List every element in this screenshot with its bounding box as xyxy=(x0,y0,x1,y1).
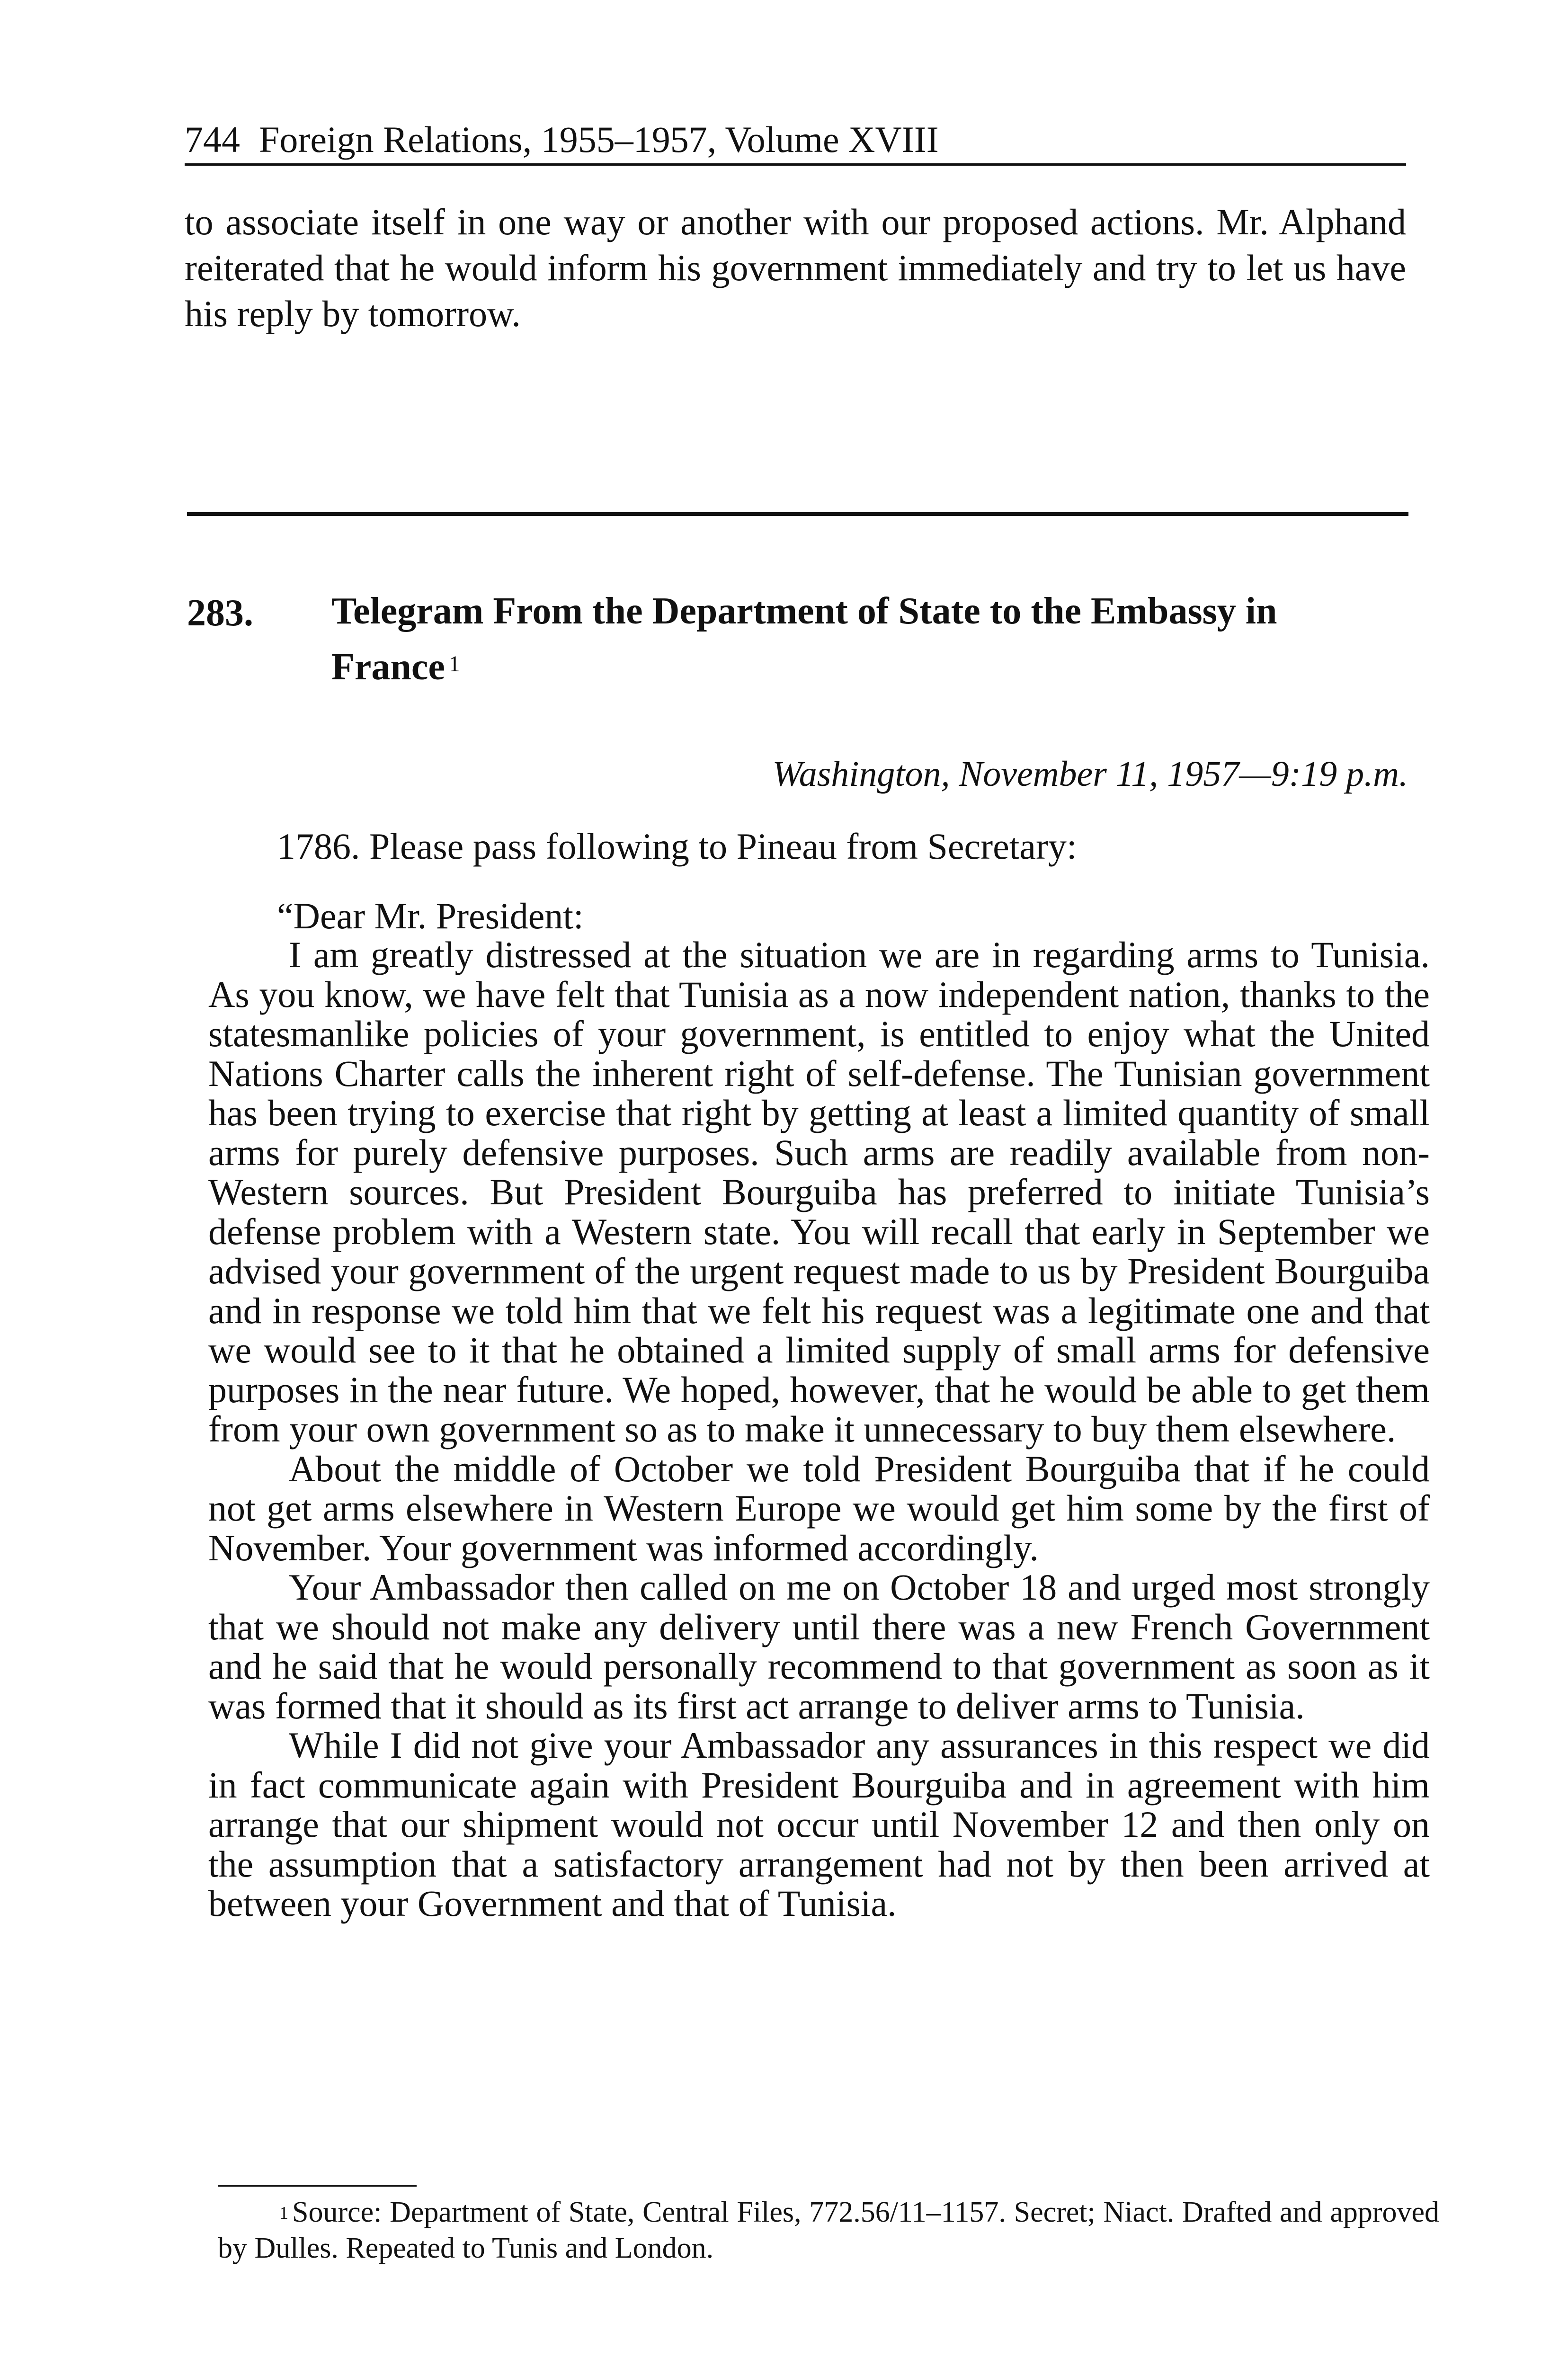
body-paragraph: About the middle of October we told President Bourguiba that if he could not get arms elsewhere in Western Europe we would get him some by the first of November. Your government was informed accordingly. xyxy=(208,1448,1430,1568)
letter-body xyxy=(208,935,1430,1923)
body-paragraph: Your Ambassador then called on me on October 18 and urged most strongly that we should not make any delivery until there was a new French Government and he said that he would personally recommend to that government as soon as it was formed that it should as its first act arrange to deliver arms to Tunisia. xyxy=(208,1566,1430,1726)
title-footnote-marker: 1 xyxy=(448,651,460,676)
page-number: 744 xyxy=(185,119,240,160)
footnote-text: Source: Department of State, Central Files, 772.56/11–1157. Secret; Niact. Drafted and approved by Dulles. Repeated to Tunis and London. xyxy=(218,2196,1439,2264)
dateline: Washington, November 11, 1957—9:19 p.m. xyxy=(772,754,1408,794)
footnote xyxy=(218,2194,1439,2266)
footnote-marker: 1 xyxy=(279,2203,288,2223)
footnote-rule xyxy=(218,2185,417,2187)
carryover-paragraph: to associate itself in one way or another with our proposed actions. Mr. Alphand reiterated that he would inform his government immediately and try to let us have his reply by tomorrow. xyxy=(185,201,1406,334)
body-paragraph: I am greatly distressed at the situation we are in regarding arms to Tunisia. As you know, we have felt that Tunisia as a now independent nation, thanks to the statesmanlike policies of your government, is entitled to enjoy what the United Nations Charter calls the inherent right of self-defense. The Tunisian government has been trying to exercise that right by getting at least a limited quantity of small arms for purely defensive purposes. Such arms are readily available from non-Western sources. But President Bourguiba has preferred to initiate Tunisia’s defense problem with a Western state. You will recall that early in September we advised your government of the urgent request made to us by President Bourguiba and in response we told him that we felt his request was a legitimate one and that we would see to it that he obtained a limited supply of small arms for defensive purposes in the near future. We hoped, however, that he would be able to get them from your own government so as to make it unnecessary to buy them elsewhere. xyxy=(208,934,1430,1450)
volume-title: Foreign Relations, 1955–1957, Volume XVIII xyxy=(259,119,939,160)
document-title xyxy=(331,583,1401,695)
telegram-intro: 1786. Please pass following to Pineau from Secretary: xyxy=(277,826,1077,867)
section-divider xyxy=(187,512,1408,516)
running-head xyxy=(185,116,1406,166)
document-title-text: Telegram From the Department of State to the Embassy in France xyxy=(331,590,1277,688)
salutation: “Dear Mr. President: xyxy=(277,895,584,936)
body-paragraph: While I did not give your Ambassador any assurances in this respect we did in fact communicate again with President Bourguiba and in agreement with him arrange that our shipment would not occur until November 12 and then only on the assumption that a satisfactory arrangement had not by then been arrived at between your Government and that of Tunisia. xyxy=(208,1725,1430,1924)
document-number: 283. xyxy=(187,592,253,634)
